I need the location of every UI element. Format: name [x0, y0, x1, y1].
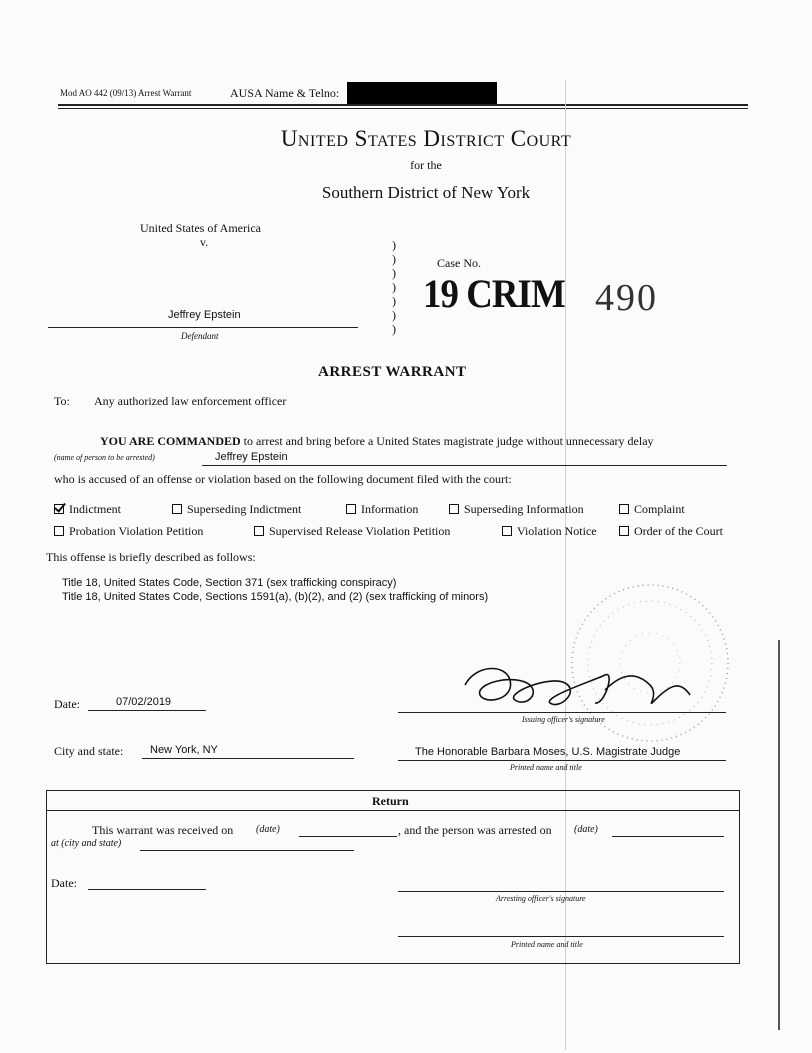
received-text: This warrant was received on	[92, 823, 234, 837]
return-printed-line[interactable]	[398, 936, 724, 937]
arrestee-underline	[202, 465, 727, 466]
offense-label: This offense is briefly described as follows:	[46, 550, 256, 564]
case-no-stamp: 19 CRIM	[423, 271, 565, 316]
doc-label: Indictment	[69, 502, 121, 516]
for-the: for the	[410, 158, 442, 172]
defendant-underline	[48, 327, 358, 328]
ausa-label: AUSA Name & Telno:	[230, 86, 340, 100]
paren-1: )	[392, 238, 396, 252]
return-box	[46, 790, 740, 964]
return-printed-label: Printed name and title	[511, 940, 583, 949]
paren-7: )	[392, 322, 396, 336]
checkbox-icon[interactable]	[254, 526, 264, 536]
return-date-line[interactable]	[88, 889, 206, 890]
arrestee-name: Jeffrey Epstein	[215, 451, 288, 463]
commanded-rest: to arrest and bring before a United States magistrate judge without unnecessary delay	[240, 434, 654, 448]
court-district: Southern District of New York	[321, 183, 531, 202]
received-date-italic: (date)	[256, 824, 280, 835]
arrested-text: , and the person was arrested on	[398, 823, 552, 837]
checkbox-checked-icon[interactable]	[54, 504, 64, 514]
doc-label: Superseding Information	[464, 502, 584, 516]
arrested-date-italic: (date)	[574, 824, 598, 835]
checkbox-icon[interactable]	[172, 504, 182, 514]
checkbox-icon[interactable]	[502, 526, 512, 536]
doc-label: Information	[361, 502, 419, 516]
scan-edge-line	[778, 640, 780, 1030]
doc-violation-notice[interactable]	[502, 524, 597, 539]
accused-text: who is accused of an offense or violation based on the following document filed with the court:	[54, 472, 512, 486]
date-label: Date:	[54, 697, 80, 711]
doc-order-of-court[interactable]	[619, 524, 723, 539]
checkbox-icon[interactable]	[619, 526, 629, 536]
doc-superseding-indictment[interactable]	[172, 502, 301, 517]
city-value: New York, NY	[150, 744, 218, 756]
judge-underline	[398, 760, 726, 761]
arrested-date-line[interactable]	[612, 836, 724, 837]
doc-label: Superseding Indictment	[187, 502, 302, 516]
form-id: Mod AO 442 (09/13) Arrest Warrant	[60, 88, 192, 98]
date-value: 07/02/2019	[116, 696, 172, 708]
judge-name: The Honorable Barbara Moses, U.S. Magistrate Judge	[415, 746, 681, 758]
plaintiff-name: United States of America	[140, 221, 261, 235]
signature-scrawl-icon	[455, 655, 705, 715]
issuing-sig-label: Issuing officer's signature	[522, 715, 605, 724]
return-heading: Return	[372, 794, 409, 808]
paren-6: )	[392, 308, 396, 322]
name-of-person-label: (name of person to be arrested)	[54, 453, 155, 462]
return-date-label: Date:	[51, 876, 77, 890]
paren-4: )	[392, 280, 396, 294]
at-city-label: at (city and state)	[51, 838, 122, 849]
doc-superseding-information[interactable]	[449, 502, 584, 517]
header-rule	[58, 104, 748, 106]
date-underline	[88, 710, 206, 711]
redaction-box	[347, 82, 497, 104]
doc-probation-violation[interactable]	[54, 524, 203, 539]
city-underline	[142, 758, 354, 759]
doc-information[interactable]	[346, 502, 418, 517]
arresting-sig-label: Arresting officer's signature	[496, 894, 586, 903]
to-value: Any authorized law enforcement officer	[94, 394, 287, 408]
case-no-label: Case No.	[437, 256, 481, 270]
checkbox-icon[interactable]	[54, 526, 64, 536]
issuing-sig-line	[398, 712, 726, 713]
paren-2: )	[392, 252, 396, 266]
checkbox-icon[interactable]	[619, 504, 629, 514]
at-city-line[interactable]	[140, 850, 354, 851]
judge-printed-label: Printed name and title	[510, 763, 582, 772]
arresting-sig-line[interactable]	[398, 891, 724, 892]
to-label: To:	[54, 394, 70, 408]
doc-supervised-release[interactable]	[254, 524, 450, 539]
case-no-number: 490	[595, 277, 658, 319]
commanded-text	[100, 434, 654, 449]
warrant-heading: ARREST WARRANT	[318, 364, 467, 380]
doc-label: Supervised Release Violation Petition	[269, 524, 451, 538]
defendant-label: Defendant	[181, 331, 219, 341]
paren-5: )	[392, 294, 396, 308]
checkbox-icon[interactable]	[346, 504, 356, 514]
header-rule-thin	[58, 108, 748, 109]
doc-complaint[interactable]	[619, 502, 685, 517]
commanded-bold: YOU ARE COMMANDED	[100, 434, 241, 448]
return-header-rule	[46, 810, 739, 811]
checkbox-icon[interactable]	[449, 504, 459, 514]
doc-indictment[interactable]	[54, 502, 121, 517]
doc-label: Violation Notice	[517, 524, 597, 538]
city-label: City and state:	[54, 744, 124, 758]
offense-line-2: Title 18, United States Code, Sections 1591(a), (b)(2), and (2) (sex trafficking of minors)	[62, 591, 489, 603]
court-title: United States District Court	[280, 126, 572, 151]
doc-label: Complaint	[634, 502, 685, 516]
received-date-line[interactable]	[299, 836, 397, 837]
doc-label: Order of the Court	[634, 524, 723, 538]
offense-line-1: Title 18, United States Code, Section 371 (sex trafficking conspiracy)	[62, 577, 397, 589]
versus: v.	[200, 235, 209, 249]
paren-3: )	[392, 266, 396, 280]
defendant-name: Jeffrey Epstein	[168, 309, 241, 321]
doc-label: Probation Violation Petition	[69, 524, 204, 538]
